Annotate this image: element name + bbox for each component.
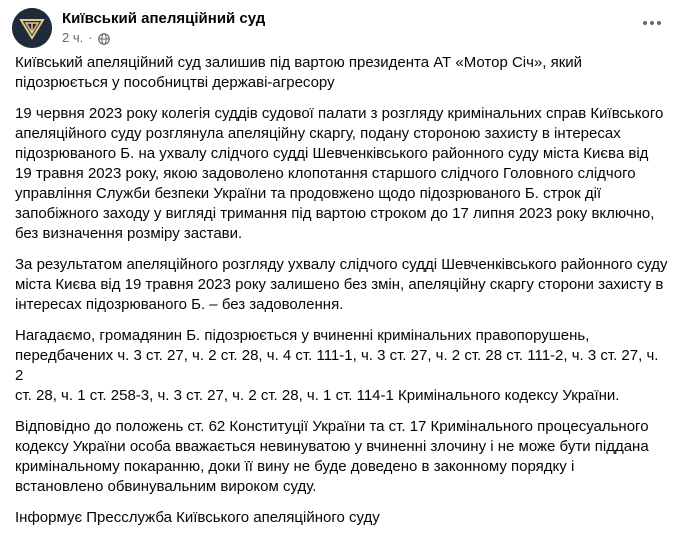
post-paragraph: За результатом апеляційного розгляду ухвалу слідчого судді Шевченківського районного суду міста Києва від 19 травня 2023 року залишено без змін, апеляційну скаргу сторони захисту в інтересах підозрюваного Б. – без задоволення. [15, 256, 668, 313]
page-name-link[interactable]: Київський апеляційний суд [62, 10, 266, 27]
more-horizontal-icon [643, 21, 661, 25]
post-paragraph-signature: Інформує Пресслужба Київського апеляційного суду [15, 509, 380, 526]
post-paragraph: 19 червня 2023 року колегія суддів судової палати з розгляду кримінальних справ Київського апеляційного суду розглянула апеляційну скаргу, подану стороною захисту в інтересах підозрюваного Б. на ухвалу слідчого судді Шевченківського районного суду міста Києва від 19 травня 2023 року, якою задоволено клопотання старшого слідчого Головного слідчого управління Служби безпеки України та продовжено щодо підозрюваного Б. строк дії запобіжного заходу у вигляді тримання під вартою строком до 17 липня 2023 року включно, без визначення розміру застави. [15, 105, 664, 242]
post-paragraph-title: Київський апеляційний суд залишив під вартою президента АТ «Мотор Січ», який підозрюється у пособництві державі-агресору [15, 54, 583, 91]
meta-separator: · [88, 30, 93, 45]
more-options-button[interactable] [634, 11, 670, 35]
post-header [12, 8, 670, 50]
post-body [15, 53, 670, 539]
post-meta [62, 29, 110, 47]
court-logo-icon[interactable] [12, 8, 52, 48]
post-paragraph: Відповідно до положень ст. 62 Конституції України та ст. 17 Кримінального процесуального кодексу України особа вважається невинуватою у вчиненні злочину і не може бути піддана кримінальному покаранню, доки її вину не буде доведено в законному порядку і встановлено обвинувальним вироком суду. [15, 418, 649, 495]
post-paragraph: Нагадаємо, громадянин Б. підозрюється у вчиненні кримінальних правопорушень, передбачених ч. 3 ст. 27, ч. 2 ст. 28, ч. 4 ст. 111-1, ч. 3 ст. 27, ч. 2 ст. 28 ст. 111-2, ч. 3 ст. 27, ч. 2 ст. 28, ч. 1 ст. 258-3, ч. 3 ст. 27, ч. 2 ст. 28, ч. 1 ст. 114-1 Кримінального кодексу України. [15, 327, 659, 404]
post-timestamp[interactable]: 2 ч. [62, 30, 84, 45]
globe-icon[interactable] [98, 32, 110, 44]
